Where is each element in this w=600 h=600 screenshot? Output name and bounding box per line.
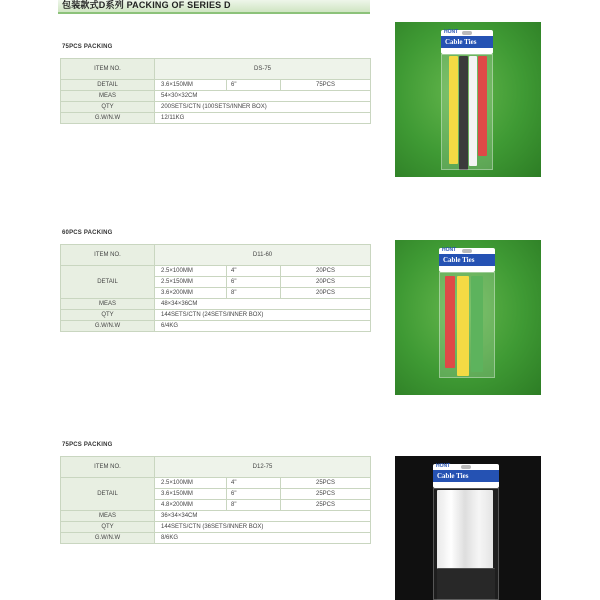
detail-pcs: 20PCS [281,288,371,299]
detail-inch: 6" [227,489,281,500]
item-no-label: ITEM NO. [61,245,155,266]
meas-label: MEAS [61,299,155,310]
brand-logo: HONT [442,247,457,253]
brand-logo: HONT [444,29,459,35]
gw-label: G.W/N.W [61,533,155,544]
gw-value: 6/4KG [155,321,371,332]
header-card [441,30,493,54]
detail-pcs: 25PCS [281,489,371,500]
qty-label: QTY [61,310,155,321]
gw-value: 8/6KG [155,533,371,544]
section-title: 75PCS PACKING [62,442,113,448]
cable-tie-package [441,30,493,170]
hang-hole [461,465,471,469]
page-title: 包装款式D系列 PACKING OF SERIES D [62,0,231,10]
detail-pcs: 20PCS [281,266,371,277]
detail-pcs: 75PCS [281,80,371,91]
detail-pcs: 20PCS [281,277,371,288]
detail-size: 3.6×150MM [155,489,227,500]
detail-label: DETAIL [61,80,155,91]
qty-value: 200SETS/CTN (100SETS/INNER BOX) [155,102,371,113]
gw-label: G.W/N.W [61,113,155,124]
meas-label: MEAS [61,91,155,102]
detail-inch: 8" [227,288,281,299]
detail-size: 4.8×200MM [155,500,227,511]
product-photo [395,456,541,600]
cable-tie-package [439,248,495,378]
product-photo [395,22,541,177]
detail-size: 3.6×200MM [155,288,227,299]
brand-logo: HONT [436,463,451,469]
model-number: D11-60 [155,245,371,266]
plastic-bag [433,488,499,600]
gw-label: G.W/N.W [61,321,155,332]
detail-inch: 6" [227,277,281,288]
product-tag: Cable Ties [445,38,477,46]
hang-hole [462,31,472,35]
item-no-label: ITEM NO. [61,457,155,478]
detail-size: 3.6×150MM [155,80,227,91]
item-no-label: ITEM NO. [61,59,155,80]
detail-pcs: 25PCS [281,500,371,511]
meas-value: 48×34×36CM [155,299,371,310]
header-card [433,464,499,488]
detail-pcs: 25PCS [281,478,371,489]
plastic-bag [439,272,495,378]
detail-inch: 6" [227,80,281,91]
product-photo [395,240,541,395]
header-card [439,248,495,272]
product-tag: Cable Ties [437,472,469,480]
detail-size: 2.5×100MM [155,266,227,277]
spec-table [60,456,371,544]
detail-inch: 8" [227,500,281,511]
section-title: 60PCS PACKING [62,230,113,236]
qty-value: 144SETS/CTN (36SETS/INNER BOX) [155,522,371,533]
meas-value: 36×34×34CM [155,511,371,522]
qty-value: 144SETS/CTN (24SETS/INNER BOX) [155,310,371,321]
hang-hole [462,249,472,253]
detail-label: DETAIL [61,478,155,511]
meas-label: MEAS [61,511,155,522]
spec-table [60,58,371,124]
qty-label: QTY [61,522,155,533]
model-number: DS-75 [155,59,371,80]
gw-value: 12/11KG [155,113,371,124]
qty-label: QTY [61,102,155,113]
product-tag: Cable Ties [443,256,475,264]
meas-value: 54×30×32CM [155,91,371,102]
plastic-bag [441,54,493,170]
detail-label: DETAIL [61,266,155,299]
detail-inch: 4" [227,478,281,489]
cable-tie-package [433,464,499,600]
detail-inch: 4" [227,266,281,277]
spec-table [60,244,371,332]
detail-size: 2.5×100MM [155,478,227,489]
detail-size: 2.5×150MM [155,277,227,288]
section-title: 75PCS PACKING [62,44,113,50]
model-number: D12-75 [155,457,371,478]
